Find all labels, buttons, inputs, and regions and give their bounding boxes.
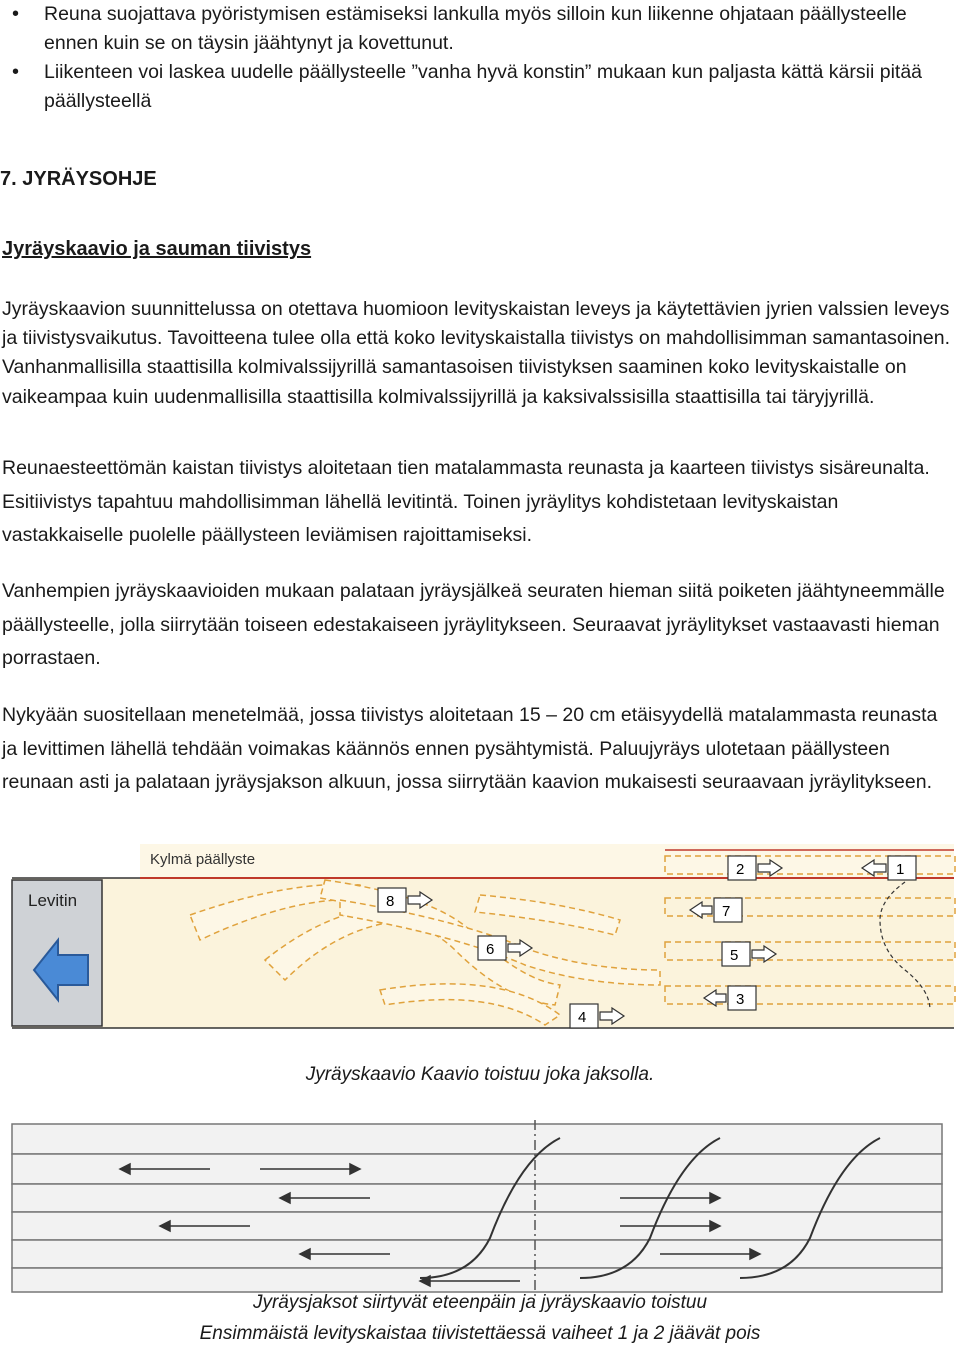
figure2-caption-line2: Ensimmäistä levityskaistaa tiivistettäessä vaiheet 1 ja 2 jäävät pois [199, 1323, 761, 1344]
paragraph: Vanhempien jyräyskaavioiden mukaan palataan jyräysjälkeä seuraten hieman siitä poiketen jäähtyneemmälle päällysteelle, jolla siirrytään toiseen edestakaiseen jyräylitykseen. Seuraavat jyräylitykset vastaavasti hieman porrastaen. [2, 580, 945, 669]
rolling-pattern-figure [0, 840, 960, 1040]
section-strip [12, 1240, 942, 1268]
svg-text:5: 5 [730, 947, 739, 964]
svg-text:1: 1 [896, 861, 905, 878]
paver-label: Levitin [28, 891, 78, 910]
cold-pavement-strip [140, 844, 954, 878]
section-strip [12, 1124, 942, 1154]
figure2-caption-line1: Jyräysjaksot siirtyvät eteenpäin ja jyräyskaavio toistuu [252, 1292, 708, 1313]
paragraph: Jyräyskaavion suunnittelussa on otettava huomioon levityskaistan leveys ja käytettävien jyrien valssien leveys ja tiivistysvaikutus. Tavoitteena tulee olla että koko levityskaistalla tiivistys on mahdollisimman samantasoinen. Vanhanmallisilla staattisilla kolmivalssijyrillä samantasoisen tiivistyksen saaminen koko levityskaistalle on vaikeampaa kuin uudenmallisilla staattisilla kolmivalssijyrillä ja kaksivalssisilla staattisilla tai täryjyrillä. [2, 298, 950, 408]
svg-text:2: 2 [736, 861, 745, 878]
bullet-item: • Reuna suojattava pyöristymisen estämiseksi lankulla myös silloin kun liikenne ohjataan päällysteelle ennen kuin se on täysin jäähtynyt ja kovettunut. [0, 0, 960, 58]
figure1-caption: Jyräyskaavio Kaavio toistuu joka jaksolla. [305, 1064, 655, 1085]
bullet-list [0, 0, 960, 116]
paragraph: Reunaesteettömän kaistan tiivistys aloitetaan tien matalammasta reunasta ja kaarteen tiivistys sisäreunalta. Esitiivistys tapahtuu mahdollisimman lähellä levitintä. Toinen jyräylitys kohdistetaan levityskaistan vastakkaiselle puolelle päällysteen leviämisen rajoittamiseksi. [2, 457, 930, 546]
svg-text:3: 3 [736, 991, 745, 1008]
rolling-sections-figure [0, 1118, 960, 1298]
section-strip [12, 1212, 942, 1240]
svg-text:7: 7 [722, 903, 731, 920]
rolling-sections-diagram [0, 1118, 960, 1298]
svg-text:8: 8 [386, 893, 395, 910]
paragraph: Nykyään suositellaan menetelmää, jossa tiivistys aloitetaan 15 – 20 cm etäisyydellä matalammasta reunasta ja levittimen lähellä tehdään voimakas käännös ennen pysähtymistä. Paluujyräys ulotetaan päällysteen reunaan asti ja palataan jyräysjakson alkuun, jossa siirrytään kaavion mukaisesti seuraavaan jyräylitykseen. [2, 704, 938, 793]
subheading: Jyräyskaavio ja sauman tiivistys [2, 238, 312, 260]
section-strip [12, 1184, 942, 1212]
svg-text:6: 6 [486, 941, 495, 958]
rolling-pattern-diagram [0, 840, 960, 1040]
svg-text:4: 4 [578, 1009, 587, 1026]
cold-pavement-label: Kylmä päällyste [150, 851, 256, 868]
section-strip [12, 1268, 942, 1292]
bullet-item: • Liikenteen voi laskea uudelle päällysteelle ”vanha hyvä konstin” mukaan kun paljasta kättä kärsii pitää päällysteellä [0, 58, 960, 116]
section-title: 7. JYRÄYSOHJE [0, 168, 157, 190]
